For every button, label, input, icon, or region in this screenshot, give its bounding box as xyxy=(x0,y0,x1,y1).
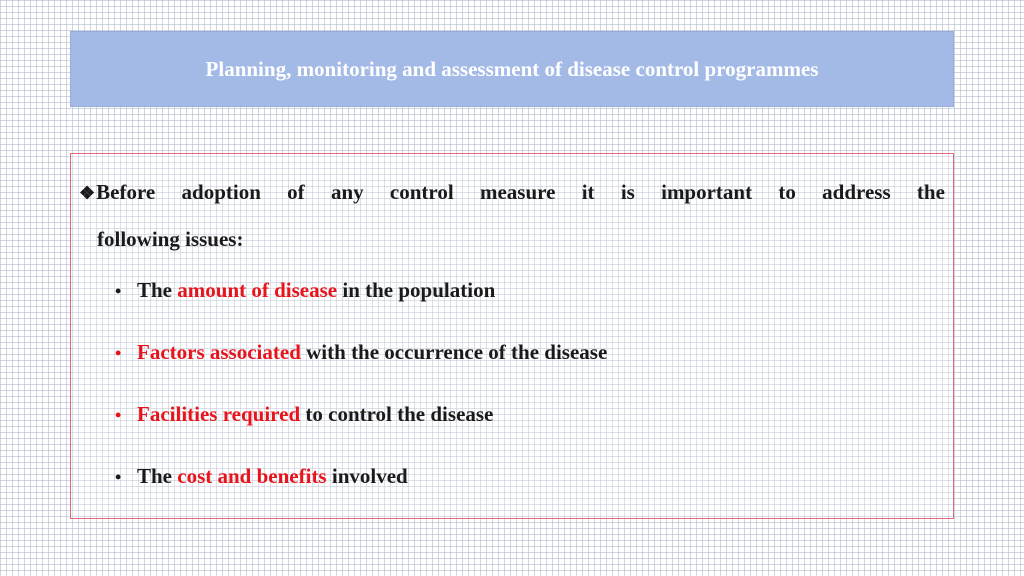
intro-word: any xyxy=(330,180,364,204)
intro-word: control xyxy=(389,180,454,204)
intro-word: is xyxy=(620,180,635,204)
intro-word: to xyxy=(778,180,796,204)
bullet-dot-icon: • xyxy=(115,343,122,363)
bullet-highlight: amount of disease xyxy=(177,278,338,302)
bullet-pre: The xyxy=(137,464,178,488)
bullet-dot-icon: • xyxy=(115,467,122,487)
intro-line-2: following issues: xyxy=(97,227,244,251)
slide-title: Planning, monitoring and assessment of disease control programmes xyxy=(205,56,819,81)
bullet-item xyxy=(115,278,495,303)
intro-word: of xyxy=(287,180,305,204)
intro-line-1 xyxy=(79,169,945,216)
intro-paragraph xyxy=(79,169,945,262)
intro-word: it xyxy=(581,180,595,204)
bullet-dot-icon: • xyxy=(115,405,122,425)
bullet-item xyxy=(115,464,408,489)
intro-word: address xyxy=(822,180,891,204)
bullet-post: involved xyxy=(326,464,408,488)
content-box xyxy=(70,153,954,519)
intro-word: the xyxy=(916,180,945,204)
bullet-highlight: Facilities required xyxy=(137,402,301,426)
intro-word: adoption xyxy=(181,180,261,204)
title-banner xyxy=(70,31,954,107)
bullet-post: with the occurrence of the disease xyxy=(300,340,608,364)
bullet-post: in the population xyxy=(337,278,496,302)
bullet-item xyxy=(115,402,493,427)
intro-word: measure xyxy=(479,180,556,204)
bullet-item xyxy=(115,340,607,365)
bullet-post: to control the disease xyxy=(300,402,494,426)
bullet-highlight: Factors associated xyxy=(137,340,301,364)
bullet-pre: The xyxy=(137,278,178,302)
intro-word: ❖Before xyxy=(79,180,156,204)
bullet-dot-icon: • xyxy=(115,281,122,301)
diamond-bullet-icon: ❖ xyxy=(79,183,96,203)
intro-word: important xyxy=(661,180,753,204)
bullet-highlight: cost and benefits xyxy=(177,464,327,488)
